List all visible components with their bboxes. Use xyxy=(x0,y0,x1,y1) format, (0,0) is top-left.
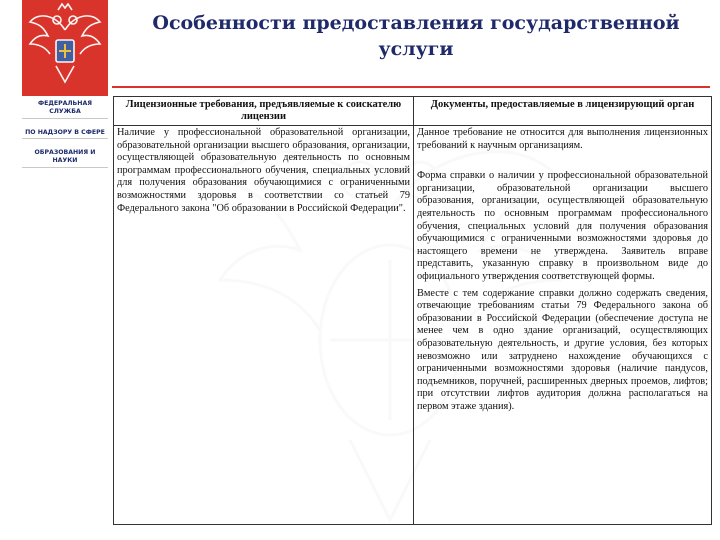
table-row xyxy=(114,126,712,525)
documents-paragraph: Данное требование не относится для выполнения лицензионных требований к научным организациям. xyxy=(417,127,708,151)
page-title: Особенности предоставления государственной услуги xyxy=(152,12,680,60)
documents-cell xyxy=(414,126,712,525)
title-divider xyxy=(112,86,710,88)
agency-line: ОБРАЗОВАНИЯ И НАУКИ xyxy=(22,149,108,168)
agency-line: ФЕДЕРАЛЬНАЯ СЛУЖБА xyxy=(22,100,108,119)
requirements-table xyxy=(113,96,712,525)
agency-name xyxy=(22,100,108,178)
column-header-requirements: Лицензионные требования, предъявляемые к соискателю лицензии xyxy=(114,97,414,126)
documents-paragraph: Вместе с тем содержание справки должно содержать сведения, отвечающие требованиям статьи 79 Федерального закона об образовании в Российской Федерации (обеспечение доступа не менее чем в одно здание организаций, осуществляющих образовательную деятельность, и другие условия, без которых невозможно или затруднено нахождение обучающихся с ограниченными возможностями здоровья (наличие пандусов, подъемников, поручней, расширенных дверных проемов, лифтов; при отсутствии лифтов аудитория должна располагаться на первом этаже здания). xyxy=(417,287,708,412)
column-header-documents: Документы, предоставляемые в лицензирующий орган xyxy=(414,97,712,126)
requirement-text: Наличие у профессиональной образовательной организации, образовательной организации высшего образования, организации, осуществляющей образовательную деятельность по основным программам профессионального обучения, специальных условий для получения образования обучающимися с ограниченными возможностями здоровья в соответствии со статьей 79 Федерального закона "Об образовании в Российской Федерации". xyxy=(117,127,410,214)
agency-emblem xyxy=(22,0,108,96)
double-headed-eagle-emblem-icon xyxy=(22,0,108,96)
agency-line: ПО НАДЗОРУ В СФЕРЕ xyxy=(22,129,108,140)
documents-paragraph: Форма справки о наличии у профессиональной образовательной организации, образовательной организации высшего образования, организации, осуществляющей образовательную деятельность по основным программам профессионального обучения, специальных условий для получения образования обучающимися с ограниченными возможностями здоровья до настоящего времени не утверждена. Заявитель вправе представить, указанную справку в произвольном виде до официального утверждения соответствующей формы. xyxy=(417,170,708,282)
requirement-cell xyxy=(114,126,414,525)
table-header-row xyxy=(114,97,712,126)
